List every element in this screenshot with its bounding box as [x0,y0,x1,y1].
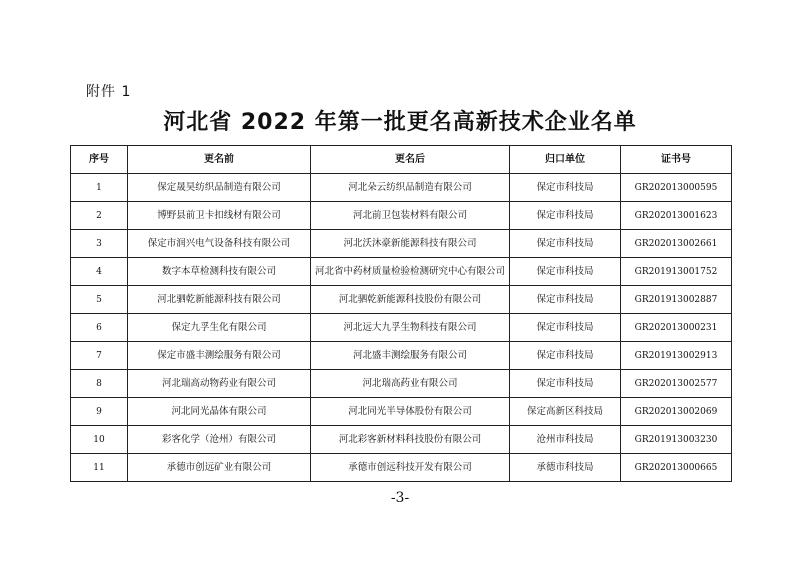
cell-certificate: GR202013000665 [621,454,732,482]
cell-old-name: 河北驷乾新能源科技有限公司 [128,286,311,314]
cell-new-name: 河北省中药材质量检验检测研究中心有限公司 [311,258,510,286]
table-row [71,230,732,258]
header-new-name: 更名后 [311,146,510,174]
cell-authority: 保定市科技局 [510,202,621,230]
table-header-row [71,146,732,174]
cell-index: 1 [71,174,128,202]
cell-old-name: 河北同光晶体有限公司 [128,398,311,426]
cell-index: 6 [71,314,128,342]
cell-index: 7 [71,342,128,370]
cell-certificate: GR202013000595 [621,174,732,202]
cell-authority: 保定市科技局 [510,314,621,342]
cell-index: 8 [71,370,128,398]
company-rename-table [70,145,732,482]
cell-new-name: 河北前卫包装材料有限公司 [311,202,510,230]
cell-index: 3 [71,230,128,258]
table-row [71,342,732,370]
cell-index: 5 [71,286,128,314]
cell-old-name: 保定市盛丰测绘服务有限公司 [128,342,311,370]
cell-old-name: 河北瑞高动物药业有限公司 [128,370,311,398]
cell-new-name: 河北瑞高药业有限公司 [311,370,510,398]
cell-new-name: 河北盛丰测绘服务有限公司 [311,342,510,370]
cell-authority: 保定市科技局 [510,230,621,258]
cell-authority: 保定高新区科技局 [510,398,621,426]
cell-index: 9 [71,398,128,426]
document-title: 河北省 2022 年第一批更名高新技术企业名单 [163,110,637,135]
cell-authority: 保定市科技局 [510,258,621,286]
cell-new-name: 河北远大九孚生物科技有限公司 [311,314,510,342]
page-number: -3- [390,490,410,506]
cell-authority: 承德市科技局 [510,454,621,482]
attachment-label: 附件 1 [86,84,132,100]
table-row [71,398,732,426]
cell-index: 10 [71,426,128,454]
table-row [71,258,732,286]
cell-certificate: GR201913001752 [621,258,732,286]
header-old-name: 更名前 [128,146,311,174]
cell-old-name: 承德市创远矿业有限公司 [128,454,311,482]
cell-old-name: 数字本草检测科技有限公司 [128,258,311,286]
cell-certificate: GR202013001623 [621,202,732,230]
cell-old-name: 保定九孚生化有限公司 [128,314,311,342]
cell-new-name: 河北同光半导体股份有限公司 [311,398,510,426]
cell-certificate: GR202013002661 [621,230,732,258]
cell-new-name: 河北彩客新材料科技股份有限公司 [311,426,510,454]
cell-new-name: 河北沃沐豪新能源科技有限公司 [311,230,510,258]
cell-new-name: 河北驷乾新能源科技股份有限公司 [311,286,510,314]
table-row [71,426,732,454]
header-certificate: 证书号 [621,146,732,174]
cell-certificate: GR202013002577 [621,370,732,398]
cell-certificate: GR201913003230 [621,426,732,454]
cell-certificate: GR202013000231 [621,314,732,342]
cell-certificate: GR201913002913 [621,342,732,370]
cell-authority: 保定市科技局 [510,342,621,370]
cell-authority: 沧州市科技局 [510,426,621,454]
cell-authority: 保定市科技局 [510,174,621,202]
cell-index: 11 [71,454,128,482]
cell-old-name: 彩客化学（沧州）有限公司 [128,426,311,454]
table-row [71,174,732,202]
table-row [71,370,732,398]
table-row [71,202,732,230]
cell-old-name: 保定晟昊纺织品制造有限公司 [128,174,311,202]
table-row [71,314,732,342]
table-row [71,454,732,482]
cell-new-name: 承德市创远科技开发有限公司 [311,454,510,482]
cell-authority: 保定市科技局 [510,370,621,398]
cell-authority: 保定市科技局 [510,286,621,314]
cell-old-name: 保定市润兴电气设备科技有限公司 [128,230,311,258]
cell-index: 4 [71,258,128,286]
header-authority: 归口单位 [510,146,621,174]
cell-index: 2 [71,202,128,230]
cell-new-name: 河北朵云纺织品制造有限公司 [311,174,510,202]
cell-certificate: GR202013002069 [621,398,732,426]
table-row [71,286,732,314]
cell-certificate: GR201913002887 [621,286,732,314]
header-index: 序号 [71,146,128,174]
cell-old-name: 博野县前卫卡扣线材有限公司 [128,202,311,230]
